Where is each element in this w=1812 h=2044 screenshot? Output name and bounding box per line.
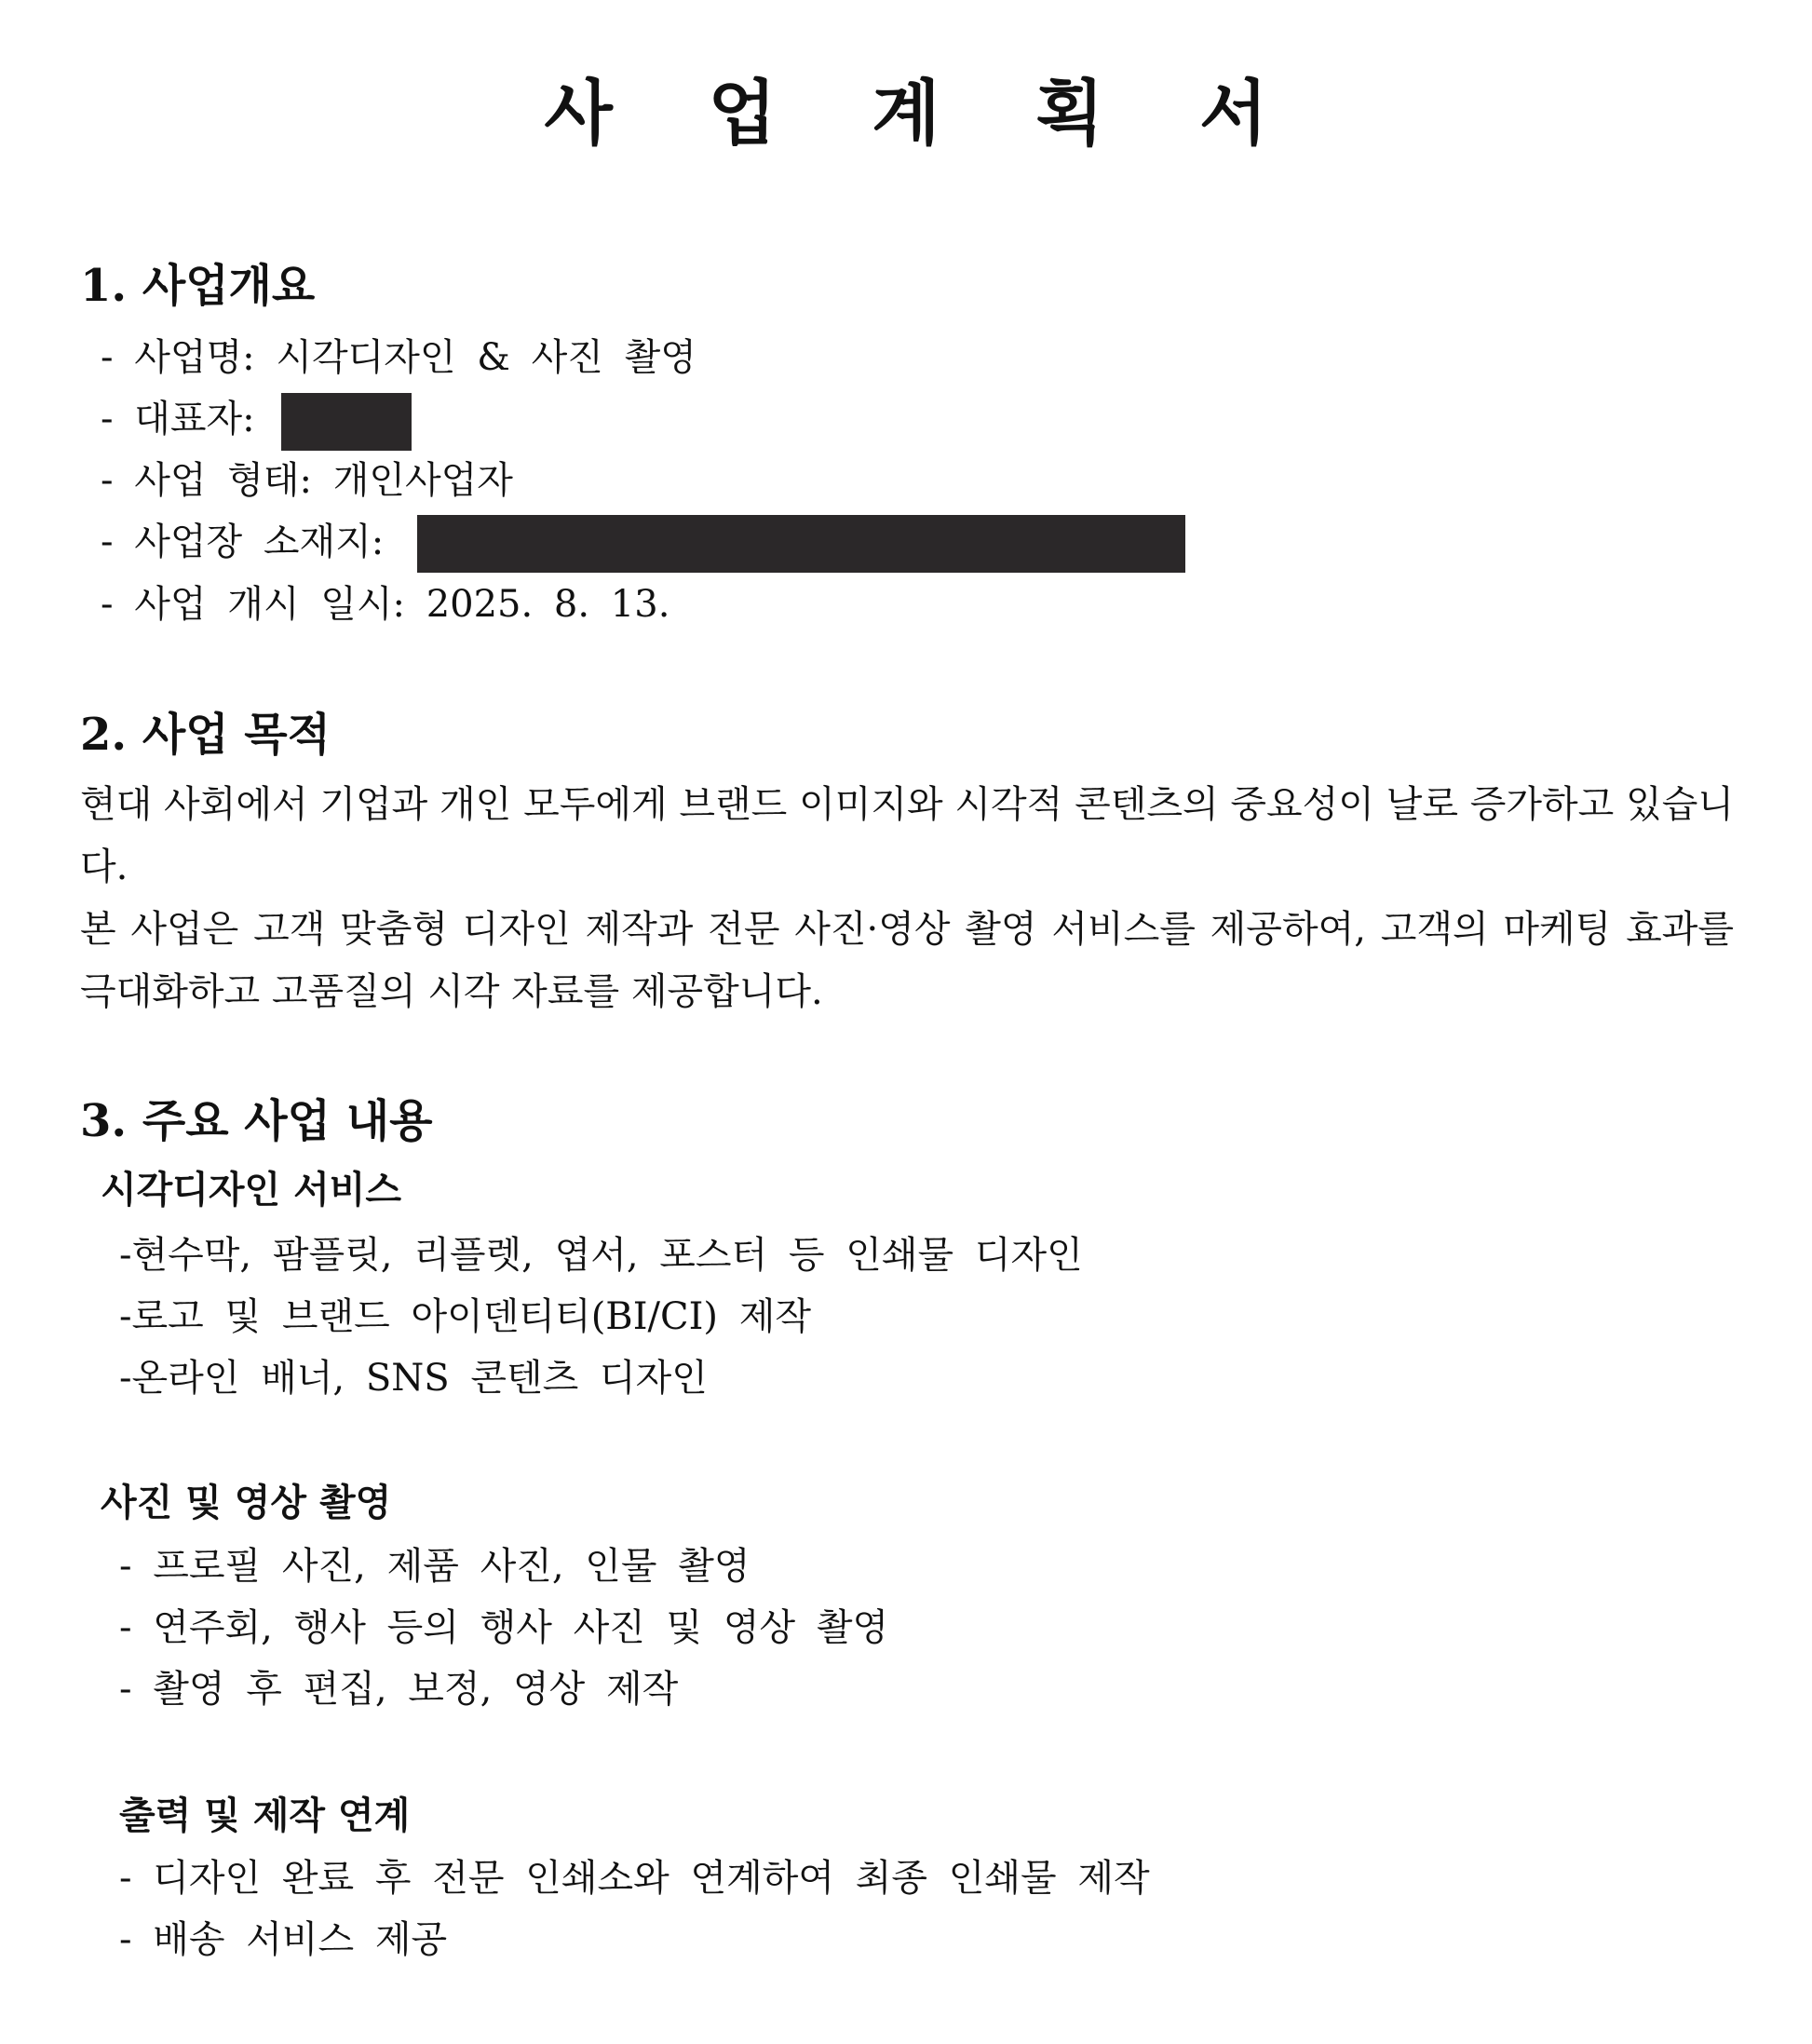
design-service-item: -온라인 배너, SNS 콘텐츠 디자인	[119, 1357, 708, 1400]
overview-item-business-type: - 사업 형태: 개인사업자	[101, 459, 513, 502]
section-1-heading: 1. 사업개요	[80, 260, 316, 312]
redacted-business-address	[417, 515, 1185, 573]
overview-item-start-date: - 사업 개시 일시: 2025. 8. 13.	[101, 583, 670, 626]
design-service-item: -현수막, 팜플릿, 리플렛, 엽서, 포스터 등 인쇄물 디자인	[119, 1234, 1083, 1277]
print-production-item: - 디자인 완료 후 전문 인쇄소와 연계하여 최종 인쇄물 제작	[119, 1857, 1150, 1900]
design-service-item: -로고 및 브랜드 아이덴티티(BI/CI) 제작	[119, 1295, 811, 1338]
overview-item-representative: - 대표자:	[101, 398, 255, 440]
document-title: 사 업 계 획 서	[544, 72, 1304, 155]
overview-item-business-name: - 사업명: 시각디자인 & 사진 촬영	[101, 336, 696, 379]
print-production-title: 출력 및 제작 연계	[119, 1794, 411, 1837]
photo-video-item: - 촬영 후 편집, 보정, 영상 제작	[119, 1668, 679, 1711]
print-production-item: - 배송 서비스 제공	[119, 1918, 448, 1961]
redacted-representative-name	[281, 393, 412, 451]
photo-video-title: 사진 및 영상 촬영	[101, 1481, 392, 1524]
purpose-paragraph-2-text: 본 사업은 고객 맞춤형 디자인 제작과 전문 사진·영상 촬영 서비스를 제공하여, 고객의 마케팅 효과를 극대화하고 고품질의 시각 자료를 제공합니다.	[80, 908, 1734, 1013]
design-services-title: 시각디자인 서비스	[101, 1168, 402, 1212]
purpose-paragraph-1-text: 현대 사회에서 기업과 개인 모두에게 브랜드 이미지와 시각적 콘텐츠의 중요성이 날로 증가하고 있습니다.	[80, 783, 1734, 888]
section-2-heading: 2. 사업 목적	[80, 709, 331, 761]
purpose-paragraph-2	[80, 899, 1734, 1023]
photo-video-item: - 연주회, 행사 등의 행사 사진 및 영상 촬영	[119, 1606, 889, 1649]
purpose-paragraph-1	[80, 774, 1734, 899]
photo-video-item: - 프로필 사진, 제품 사진, 인물 촬영	[119, 1545, 750, 1588]
section-3-heading: 3. 주요 사업 내용	[80, 1095, 433, 1147]
overview-item-location: - 사업장 소재지:	[101, 521, 385, 563]
